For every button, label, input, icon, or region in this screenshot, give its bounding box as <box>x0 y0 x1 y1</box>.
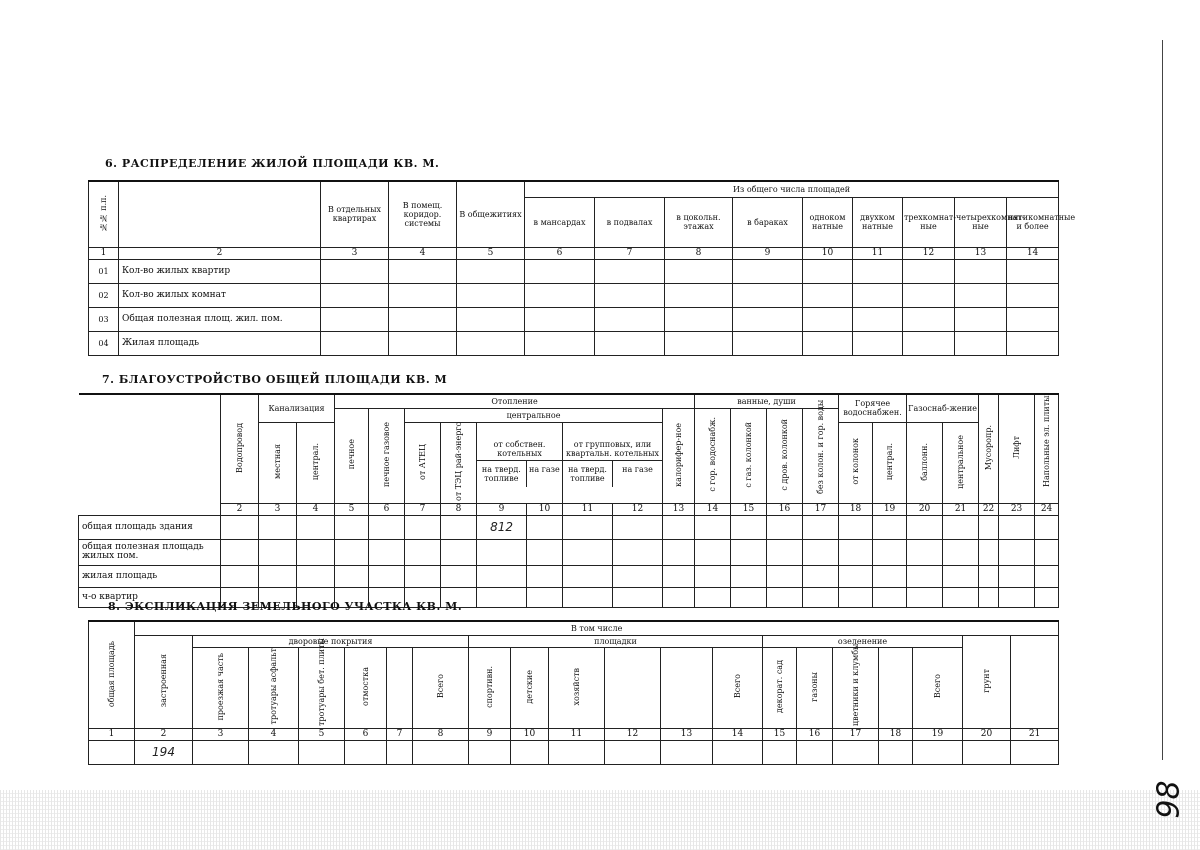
s7-gazosnab: Газоснаб-жение <box>907 394 979 422</box>
s8-group-header: В том числе <box>135 621 1059 635</box>
handwritten-value: 812 <box>477 515 527 539</box>
s6-h3: В общежитиях <box>457 181 525 247</box>
page-number: 98 <box>1151 780 1187 819</box>
table-row: 02 Кол-во жилых комнат <box>89 283 1059 307</box>
section6-table: №№ п.п. В отдельных квартирах В помещ. коридор. системы В общежитиях Из общего числа площадей в мансардах в подвалах в цокольн. этажах в бараках одноком натные двухком натные трехкомнат-ные четырехкомнат-ные пятикомнатные и более 1 2 3 4 5 6 7 8 9 10 11 12 13 14 01 Кол-во жилых квартир 02 Кол-во жилых комнат 03 Общая полезная площ. жил. пом. 04 Жилая площадь <box>88 180 1059 356</box>
s7-number-row: 2 3 4 5 6 7 8 9 10 11 12 13 14 15 16 17 18 19 20 21 22 23 24 <box>79 503 1059 515</box>
table-row: общая площадь здания 812 <box>79 515 1059 539</box>
section8-title: 8. ЭКСПЛИКАЦИЯ ЗЕМЕЛЬНОГО УЧАСТКА КВ. М. <box>108 600 463 613</box>
table-row: 01 Кол-во жилых квартир <box>89 259 1059 283</box>
section7-title: 7. БЛАГОУСТРОЙСТВО ОБЩЕЙ ПЛОЩАДИ КВ. М <box>102 373 448 386</box>
s6-col-no: №№ п.п. <box>89 181 119 247</box>
scan-edge-line <box>1162 40 1163 760</box>
section7-table: Водопровод Канализация Отопление ванные, души Горячее водоснабжен. Газоснаб-жение Мусоропр. Лифт Напольные эл. плиты печное печное газовое центральное калорифер-ное с гор. водоснабж. с газ. колонкой с дров. колонкой без колон. и гор. воды местная централ. от АТЕЦ от ТЭЦ рай-энерго от собствен. котельных на тверд. топливе на газе от групповых, или квартальн. котельных на тверд. топливе на газе от колонок централ. баллонн. центральное 2 3 4 5 6 7 8 9 10 11 12 13 14 15 16 17 18 19 20 21 22 23 24 общая площадь здания 812 общая полезная площадь жилых пом. жилая площадь ч-о квартир <box>78 393 1059 608</box>
table-row: общая полезная площадь жилых пом. <box>79 539 1059 565</box>
s6-h1: В отдельных квартирах <box>321 181 389 247</box>
handwritten-value: 194 <box>135 740 193 764</box>
s7-gor-voda: Горячее водоснабжен. <box>839 394 907 422</box>
s7-vodoprovod: Водопровод <box>221 394 259 503</box>
section8-table: общая площадь В том числе застроенная дворовые покрытия площадки озеленение грунт проезжая часть тротуары асфальт тротуары бет. плиты отмостка Всего спортивн. детские хозяйств Всего декорат. сад газоны цветники и клумбы Всего 1 2 3 4 5 6 7 8 9 10 11 12 13 14 15 16 17 18 19 20 21 194 <box>88 620 1059 765</box>
s6-h2: В помещ. коридор. системы <box>389 181 457 247</box>
table-row: жилая площадь <box>79 565 1059 587</box>
s7-kanalizaciya: Канализация <box>259 394 335 422</box>
table-row: ч-о квартир <box>79 587 1059 607</box>
scan-noise <box>0 790 1200 850</box>
s7-otoplenie: Отопление <box>335 394 695 408</box>
section6-title: 6. РАСПРЕДЕЛЕНИЕ ЖИЛОЙ ПЛОЩАДИ КВ. М. <box>105 157 440 170</box>
s8-number-row: 1 2 3 4 5 6 7 8 9 10 11 12 13 14 15 16 17 18 19 20 21 <box>89 728 1059 740</box>
s6-group-header: Из общего числа площадей <box>525 181 1059 197</box>
table-row <box>89 740 1059 764</box>
s7-vannye: ванные, души <box>695 394 839 408</box>
table-row: 04 Жилая площадь <box>89 331 1059 355</box>
table-row: 03 Общая полезная площ. жил. пом. <box>89 307 1059 331</box>
s6-number-row: 1 2 3 4 5 6 7 8 9 10 11 12 13 14 <box>89 247 1059 259</box>
